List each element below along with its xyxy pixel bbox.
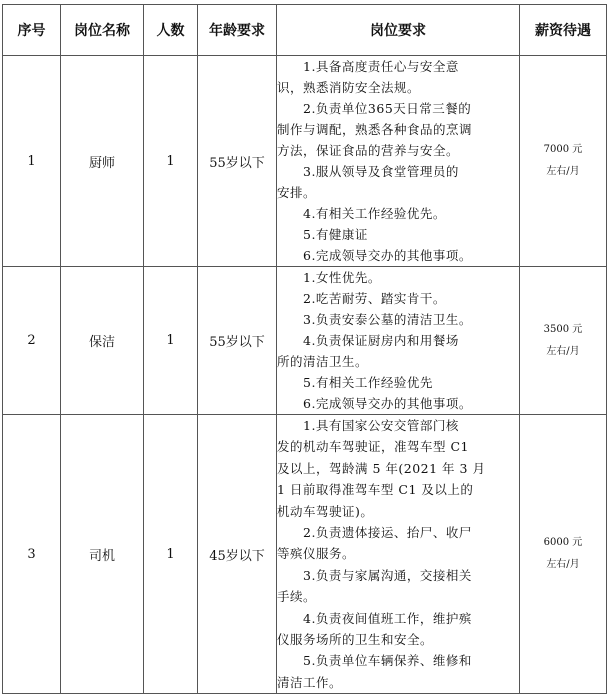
req-line: 5.有相关工作经验优先	[303, 375, 433, 390]
cell-count: 1	[144, 415, 198, 694]
cell-position: 司机	[61, 415, 144, 694]
cell-requirements	[277, 415, 520, 694]
req-line: 等殡仪服务。	[277, 546, 356, 562]
req-line: 4.负责保证厨房内和用餐场	[303, 333, 459, 348]
salary-amount: 3500 元	[543, 323, 583, 335]
salary-unit: 左右/月	[546, 559, 580, 571]
req-line: 3.负责与家属沟通，交接相关	[303, 567, 472, 583]
req-line: 2.负责遗体接运、抬尸、收尸	[303, 525, 472, 541]
req-line: 及以上，驾龄满 5 年(2021 年 3 月	[277, 460, 486, 476]
cell-count: 1	[144, 56, 198, 267]
cell-age: 45岁以下	[198, 415, 277, 694]
req-line: 6.完成领导交办的其他事项。	[303, 396, 472, 411]
cell-seq: 2	[3, 267, 61, 415]
header-count: 人数	[144, 5, 198, 56]
req-line: 安排。	[277, 185, 317, 200]
req-line: 1.女性优先。	[303, 270, 381, 285]
req-line: 4.负责夜间值班工作，维护殡	[303, 610, 472, 626]
req-line: 手续。	[277, 589, 317, 605]
req-line: 发的机动车驾驶证，准驾车型 C1	[277, 439, 469, 455]
req-line: 1.具有国家公安交管部门核	[303, 418, 459, 433]
salary-amount: 7000 元	[543, 144, 583, 155]
header-salary: 薪资待遇	[520, 5, 607, 56]
req-line: 2.负责单位365天日常三餐的	[303, 101, 472, 116]
salary-unit: 左右/月	[546, 166, 580, 177]
table-row	[3, 267, 607, 415]
req-line: 3.服从领导及食堂管理员的	[303, 164, 459, 179]
header-seq: 序号	[3, 5, 61, 56]
header-row	[3, 5, 607, 56]
job-table	[2, 4, 607, 694]
req-line: 所的清洁卫生。	[277, 354, 369, 369]
req-line: 机动车驾驶证)。	[277, 503, 374, 519]
cell-seq: 3	[3, 415, 61, 694]
req-line: 仪服务场所的卫生和安全。	[277, 632, 434, 648]
req-line: 制作与调配，熟悉各种食品的烹调	[277, 122, 473, 137]
cell-salary	[520, 267, 607, 415]
cell-requirements	[277, 267, 520, 415]
cell-age: 55岁以下	[198, 56, 277, 267]
req-line: 1.具备高度责任心与安全意	[303, 59, 459, 74]
req-line: 4.有相关工作经验优先。	[303, 206, 446, 221]
req-line: 5.负责单位车辆保养、维修和	[303, 653, 472, 669]
cell-salary	[520, 415, 607, 694]
req-line: 识，熟悉消防安全法规。	[277, 80, 421, 95]
req-line: 3.负责安泰公墓的清洁卫生。	[303, 312, 472, 327]
cell-salary	[520, 56, 607, 267]
cell-count: 1	[144, 267, 198, 415]
cell-requirements	[277, 56, 520, 267]
req-line: 清洁工作。	[277, 674, 343, 690]
cell-seq: 1	[3, 56, 61, 267]
table-row	[3, 56, 607, 267]
cell-position: 厨师	[61, 56, 144, 267]
table-row	[3, 415, 607, 694]
req-line: 1 日前取得准驾车型 C1 及以上的	[277, 482, 474, 498]
req-line: 方法，保证食品的营养与安全。	[277, 143, 460, 158]
salary-unit: 左右/月	[546, 345, 580, 357]
cell-position: 保洁	[61, 267, 144, 415]
header-age: 年龄要求	[198, 5, 277, 56]
header-requirements: 岗位要求	[277, 5, 520, 56]
salary-amount: 6000 元	[543, 537, 583, 549]
req-line: 2.吃苦耐劳、踏实肯干。	[303, 291, 446, 306]
req-line: 6.完成领导交办的其他事项。	[303, 248, 472, 263]
header-position: 岗位名称	[61, 5, 144, 56]
cell-age: 55岁以下	[198, 267, 277, 415]
req-line: 5.有健康证	[303, 227, 368, 242]
